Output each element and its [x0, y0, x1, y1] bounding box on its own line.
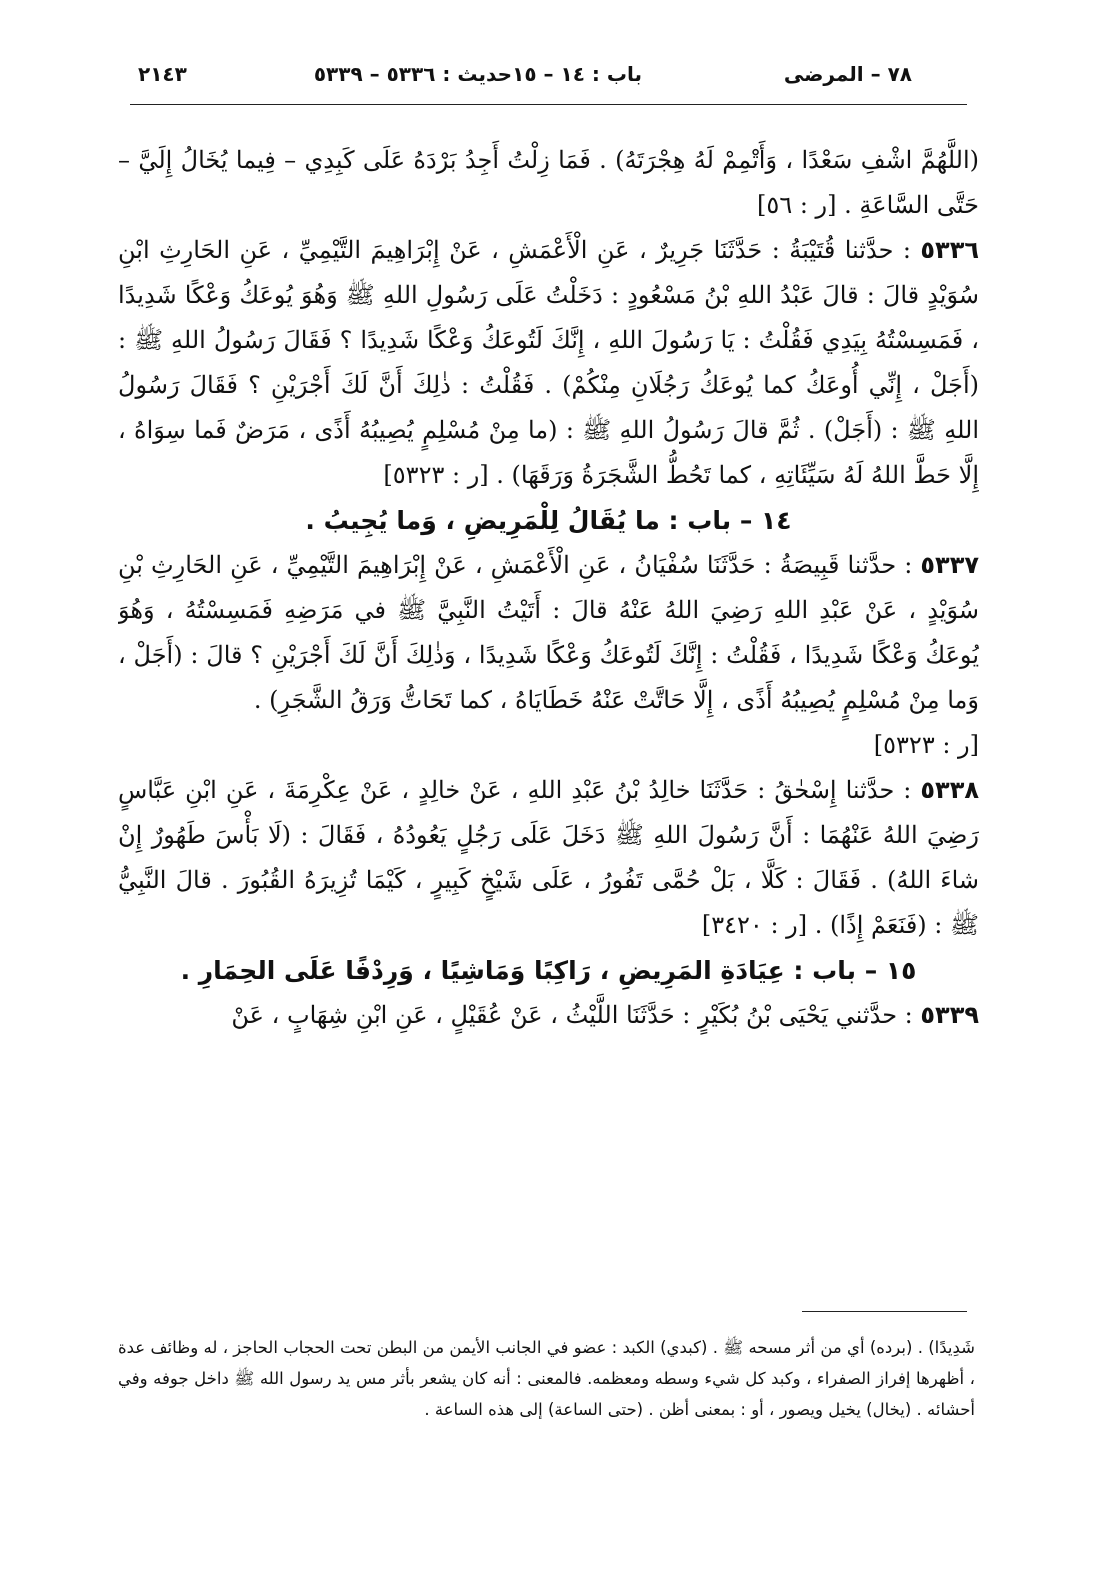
running-head: [130, 62, 967, 92]
reference: [ر : ٣٤٢٠]: [701, 911, 808, 939]
bab-range: باب : ١٤ – ١٥: [512, 62, 642, 86]
reference: [ر : ٥٦]: [757, 191, 837, 219]
chapter-heading-14: ١٤ – باب : ما يُقَالُ لِلْمَرِيضِ ، وَما يُجِيبُ .: [305, 506, 792, 535]
hadith-text: : حدَّثنا قَبِيصَةُ : حَدَّثَنَا سُفْيَانُ ، عَنِ الْأَعْمَشِ ، عَنْ إِبْرَاهِيمَ التَّيْمِيِّ ، عَنِ الحَارِثِ بْنِ سُوَيْدٍ ، عَنْ عَبْدِ اللهِ رَضِيَ اللهُ عَنْهُ قالَ : أَتَيْتُ النَّبِيَّ ﷺ في مَرَضِهِ فَمَسِسْتُهُ ، وَهُوَ يُوعَكُ وَعْكًا شَدِيدًا ، فَقُلْتُ : إِنَّكَ لَتُوعَكُ وَعْكًا شَدِيدًا ، وَذٰلِكَ أَنَّ لَكَ أَجْرَيْنِ ؟ قالَ : (أَجَلْ ، وَما مِنْ مُسْلِمٍ يُصِيبُهُ أَذًى ، إِلَّا حَاتَّتْ عَنْهُ خَطَايَاهُ ، كما تَحَاتُّ وَرَقُ الشَّجَرِ) .: [118, 551, 979, 714]
hadith-5336: [118, 228, 979, 498]
header-divider: [130, 104, 967, 105]
continuation-text: (اللَّهُمَّ اشْفِ سَعْدًا ، وَأَتْمِمْ لَهُ هِجْرَتَهُ) . فَمَا زِلْتُ أَجِدُ بَرْدَهُ عَلَى كَبِدِي – فِيما يُخَالُ إِلَيَّ – حَتَّى السَّاعَةِ .: [118, 146, 979, 219]
footnote-divider: [802, 1311, 967, 1312]
hadith-text: : حدَّثنا قُتَيْبَةُ : حَدَّثَنَا جَرِيرٌ ، عَنِ الْأَعْمَشِ ، عَنْ إِبْرَاهِيمَ التَّيْمِيِّ ، عَنِ الحَارِثِ ابْنِ سُوَيْدٍ قالَ : قالَ عَبْدُ اللهِ بْنُ مَسْعُودٍ : دَخَلْتُ عَلَى رَسُولِ اللهِ ﷺ وَهُوَ يُوعَكُ وَعْكًا شَدِيدًا ، فَمَسِسْتُهُ بِيَدِي فَقُلْتُ : يَا رَسُولَ اللهِ ، إِنَّكَ لَتُوعَكُ وَعْكًا شَدِيدًا ؟ فَقَالَ رَسُولُ اللهِ ﷺ : (أَجَلْ ، إِنِّي أُوعَكُ كما يُوعَكُ رَجُلَانِ مِنْكُمْ) . فَقُلْتُ : ذٰلِكَ أَنَّ لَكَ أَجْرَيْنِ ؟ فَقَالَ رَسُولُ اللهِ ﷺ : (أَجَلْ) . ثُمَّ قالَ رَسُولُ اللهِ ﷺ : (ما مِنْ مُسْلِمٍ يُصِيبُهُ أَذًى ، مَرَضٌ فَما سِوَاهُ ، إِلَّا حَطَّ اللهُ لَهُ سَيِّئَاتِهِ ، كما تَحُطُّ الشَّجَرَةُ وَرَقَهَا) .: [118, 236, 979, 489]
chapter-title: ٧٨ – المرضى: [783, 62, 912, 86]
hadith-text: : حدَّثني يَحْيَى بْنُ بُكَيْرٍ : حَدَّثَنَا اللَّيْثُ ، عَنْ عُقَيْلٍ ، عَنِ ابْنِ شِهَابٍ ، عَنْ: [231, 1001, 913, 1029]
main-text: [118, 138, 979, 1298]
hadith-number: ٥٣٣٨: [920, 776, 979, 804]
paragraph-continuation: [118, 138, 979, 228]
reference: [ر : ٥٣٢٣]: [383, 461, 489, 489]
hadith-number: ٥٣٣٦: [920, 236, 979, 264]
hadith-range: حديث : ٥٣٣٦ – ٥٣٣٩: [313, 62, 512, 86]
hadith-5337: [118, 543, 979, 768]
hadith-5338: [118, 768, 979, 948]
hadith-number: ٥٣٣٩: [920, 1001, 979, 1029]
reference: [ر : ٥٣٢٣]: [873, 731, 979, 759]
hadith-text: : حدَّثنا إِسْحٰقُ : حَدَّثَنَا خالِدُ بْنُ عَبْدِ اللهِ ، عَنْ خالِدٍ ، عَنْ عِكْرِمَةَ ، عَنِ ابْنِ عَبَّاسٍ رَضِيَ اللهُ عَنْهُمَا : أَنَّ رَسُولَ اللهِ ﷺ دَخَلَ عَلَى رَجُلٍ يَعُودُهُ ، فَقَالَ : (لَا بَأْسَ طَهُورٌ إِنْ شاءَ اللهُ) . فَقَالَ : كَلَّا ، بَلْ حُمَّى تَفُورُ ، عَلَى شَيْخٍ كَبِيرٍ ، كَيْمَا تُزِيرَهُ القُبُورَ . قالَ النَّبِيُّ ﷺ : (فَنَعَمْ إِذًا) .: [118, 776, 979, 939]
footnote: شَدِيدًا) . (برده) أي من أثر مسحه ﷺ . (كبدي) الكبد : عضو في الجانب الأيمن من البطن تحت الحجاب الحاجز ، له وظائف عدة ، أظهرها إفراز الصفراء ، وكبد كل شيء وسطه ومعظمه. فالمعنى : أنه كان يشعر بأثر مس يد رسول الله ﷺ داخل جوفه وفي أحشائه . (يخال) يخيل ويصور ، أو : بمعنى أظن . (حتى الساعة) إلى هذه الساعة .: [118, 1338, 975, 1419]
hadith-5339: [118, 993, 979, 1038]
page-number: ٢١٤٣: [138, 62, 187, 86]
chapter-heading-15: ١٥ – باب : عِيَادَةِ المَرِيضِ ، رَاكِبًا وَمَاشِيًا ، وَرِدْفًا عَلَى الحِمَارِ .: [180, 956, 917, 985]
hadith-number: ٥٣٣٧: [920, 551, 979, 579]
